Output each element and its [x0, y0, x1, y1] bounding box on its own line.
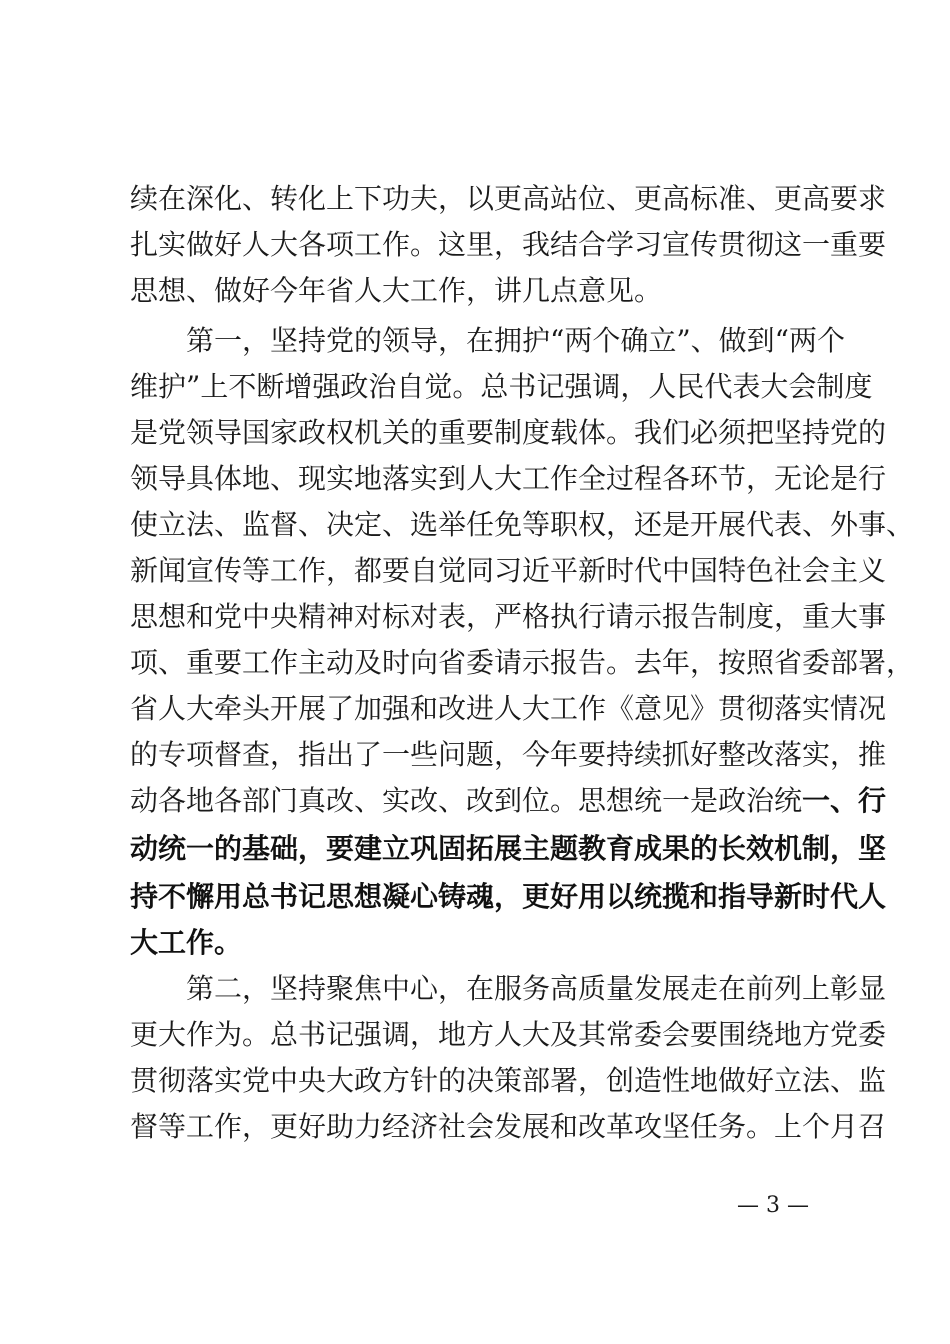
paragraph-first-line: 第一，坚持党的领导，在拥护“两个确立”、做到“两个: [186, 324, 845, 357]
text-line: 项、重要工作主动及时向省委请示报告。去年，按照省委部署，: [130, 646, 915, 679]
mixed-text-line: [130, 778, 887, 824]
text-line: 扎实做好人大各项工作。这里，我结合学习宣传贯彻这一重要: [130, 228, 887, 261]
text-line: 思想和党中央精神对标对表，严格执行请示报告制度，重大事: [130, 600, 887, 633]
page-number: — 3 —: [737, 1193, 809, 1218]
text-line: 的专项督查，指出了一些问题，今年要持续抓好整改落实，推: [130, 738, 887, 771]
emphasis-text-line: 大工作。: [130, 926, 243, 959]
text-line: 新闻宣传等工作，都要自觉同习近平新时代中国特色社会主义: [130, 554, 887, 587]
text-line: 督等工作，更好助力经济社会发展和改革攻坚任务。上个月召: [130, 1110, 887, 1143]
text-line: 续在深化、转化上下功夫，以更高站位、更高标准、更高要求: [130, 182, 887, 215]
text-line: 思想、做好今年省人大工作，讲几点意见。: [130, 274, 663, 307]
text-line: 领导具体地、现实地落实到人大工作全过程各环节，无论是行: [130, 462, 887, 495]
text-line: 使立法、监督、决定、选举任免等职权，还是开展代表、外事、: [130, 508, 915, 541]
emphasis-text-line: 持不懈用总书记思想凝心铸魂，更好用以统揽和指导新时代人: [130, 880, 887, 913]
paragraph-first-line: 第二，坚持聚焦中心，在服务高质量发展走在前列上彰显: [186, 972, 887, 1005]
text-line: 更大作为。总书记强调，地方人大及其常委会要围绕地方党委: [130, 1018, 887, 1051]
text-line: 省人大牵头开展了加强和改进人大工作《意见》贯彻落实情况: [130, 692, 887, 725]
text-line: 是党领导国家政权机关的重要制度载体。我们必须把坚持党的: [130, 416, 887, 449]
emphasis-text-line: 动统一的基础，要建立巩固拓展主题教育成果的长效机制，坚: [130, 832, 887, 865]
emphasis-text-segment: 一、行: [802, 784, 887, 817]
text-line: 贯彻落实党中央大政方针的决策部署，创造性地做好立法、监: [130, 1064, 887, 1097]
text-segment: 动各地各部门真改、实改、改到位。思想统一是政治统: [130, 784, 803, 817]
text-line: 维护”上不断增强政治自觉。总书记强调，人民代表大会制度: [130, 370, 873, 403]
